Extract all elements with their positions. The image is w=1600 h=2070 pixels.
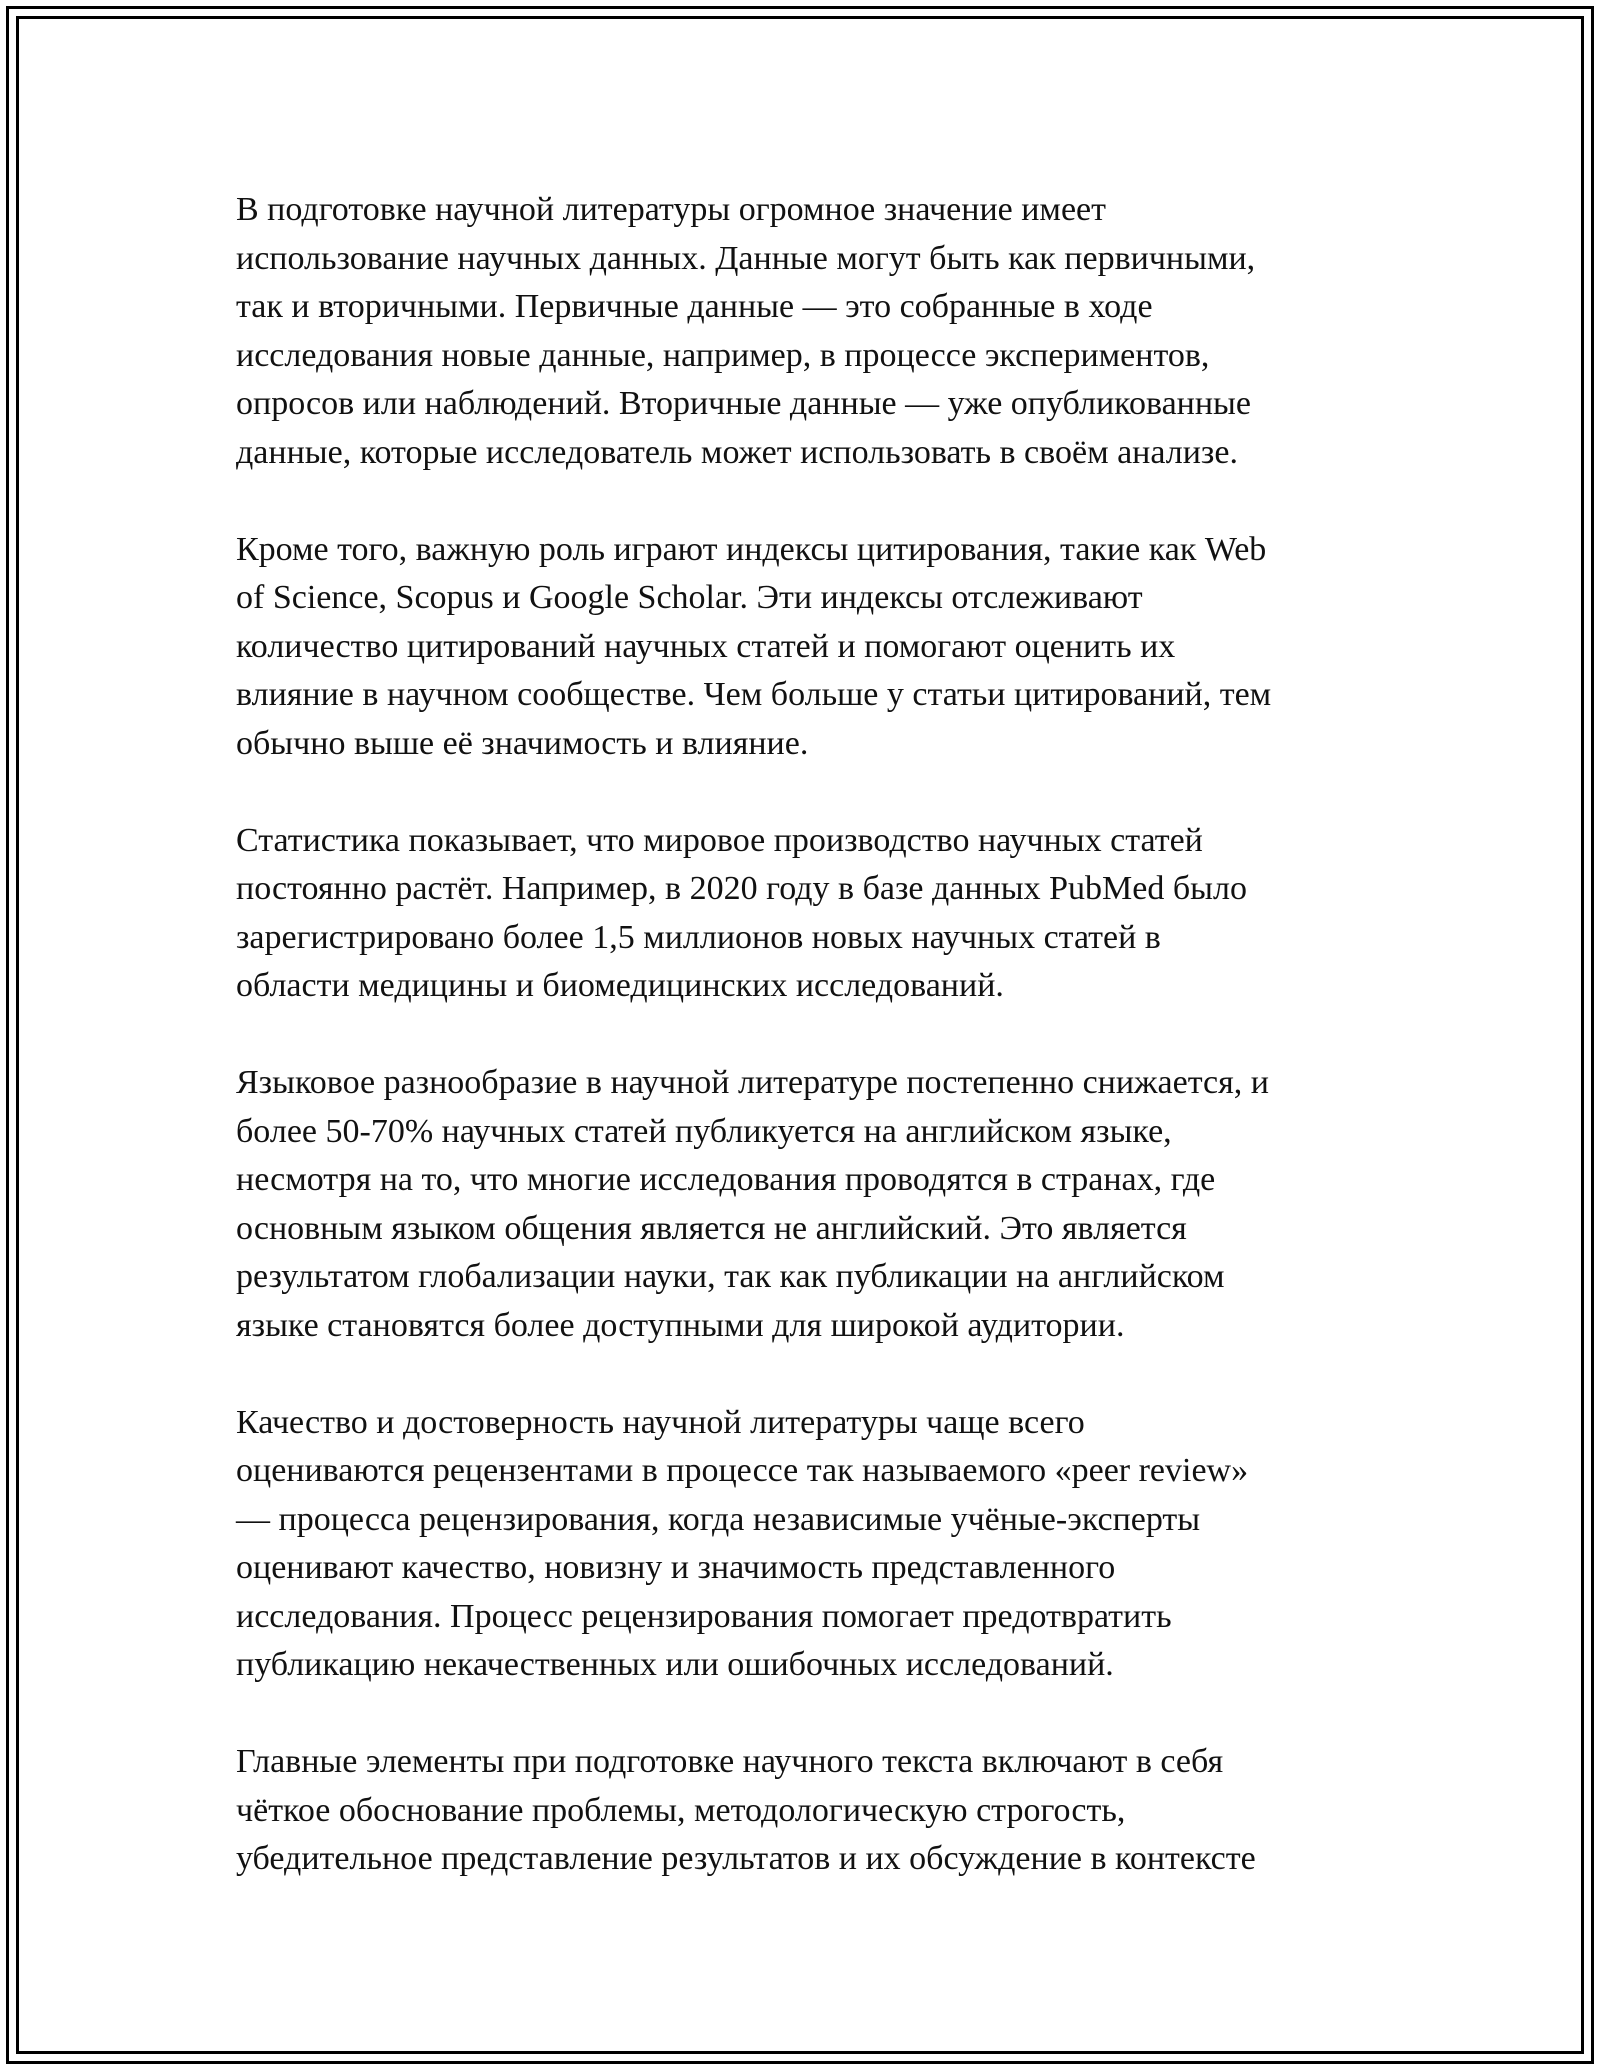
text-line: постоянно растёт. Например, в 2020 году в базе данных PubMed было <box>236 870 1247 907</box>
text-line: несмотря на то, что многие исследования проводятся в странах, где <box>236 1161 1216 1198</box>
text-line: данные, которые исследователь может использовать в своём анализе. <box>236 433 1238 471</box>
text-line: зарегистрировано более 1,5 миллионов новых научных статей в <box>236 918 1161 956</box>
text-line: В подготовке научной литературы огромное значение имеет <box>236 191 1106 228</box>
text-line: Качество и достоверность научной литературы чаще всего <box>236 1403 1085 1441</box>
text-line: Языковое разнообразие в научной литературе постепенно снижается, и <box>236 1064 1269 1101</box>
text-line: публикацию некачественных или ошибочных исследований. <box>236 1646 1114 1683</box>
text-line: Главные элементы при подготовке научного текста включают в себя <box>236 1743 1224 1780</box>
text-line: основным языком общения является не английский. Это является <box>236 1209 1187 1247</box>
text-line: оцениваются рецензентами в процессе так называемого «peer review» <box>236 1452 1249 1489</box>
text-line: языке становятся более доступными для широкой аудитории. <box>236 1306 1125 1344</box>
paragraph-key-elements <box>236 1738 1386 1884</box>
text-line: количество цитирований научных статей и помогают оценить их <box>236 627 1176 665</box>
text-line: — процесса рецензирования, когда независимые учёные-эксперты <box>236 1500 1201 1538</box>
document-body <box>236 186 1386 1932</box>
paragraph-citation-indexes <box>236 526 1386 769</box>
text-line: более 50-70% научных статей публикуется на английском языке, <box>236 1112 1172 1150</box>
paragraph-statistics <box>236 817 1386 1011</box>
paragraph-research-data <box>236 186 1386 477</box>
text-line: убедительное представление результатов и их обсуждение в контексте <box>236 1840 1256 1877</box>
text-line: области медицины и биомедицинских исследований. <box>236 967 1004 1004</box>
text-line: Статистика показывает, что мировое производство научных статей <box>236 821 1203 859</box>
paragraph-peer-review <box>236 1399 1386 1690</box>
text-line: чёткое обоснование проблемы, методологическую строгость, <box>236 1791 1126 1829</box>
text-line: результатом глобализации науки, так как публикации на английском <box>236 1258 1225 1295</box>
text-line: исследования. Процесс рецензирования помогает предотвратить <box>236 1597 1172 1635</box>
text-line: обычно выше её значимость и влияние. <box>236 724 809 762</box>
text-line: опросов или наблюдений. Вторичные данные — уже опубликованные <box>236 385 1251 422</box>
paragraph-language-diversity <box>236 1059 1386 1350</box>
text-line: исследования новые данные, например, в процессе экспериментов, <box>236 336 1210 374</box>
text-line: of Science, Scopus и Google Scholar. Эти индексы отслеживают <box>236 579 1143 616</box>
text-line: Кроме того, важную роль играют индексы цитирования, такие как Web <box>236 530 1267 568</box>
text-line: влияние в научном сообществе. Чем больше у статьи цитирований, тем <box>236 676 1272 713</box>
text-line: так и вторичными. Первичные данные — это собранные в ходе <box>236 288 1153 325</box>
text-line: использование научных данных. Данные могут быть как первичными, <box>236 239 1256 277</box>
text-line: оценивают качество, новизну и значимость представленного <box>236 1549 1116 1586</box>
